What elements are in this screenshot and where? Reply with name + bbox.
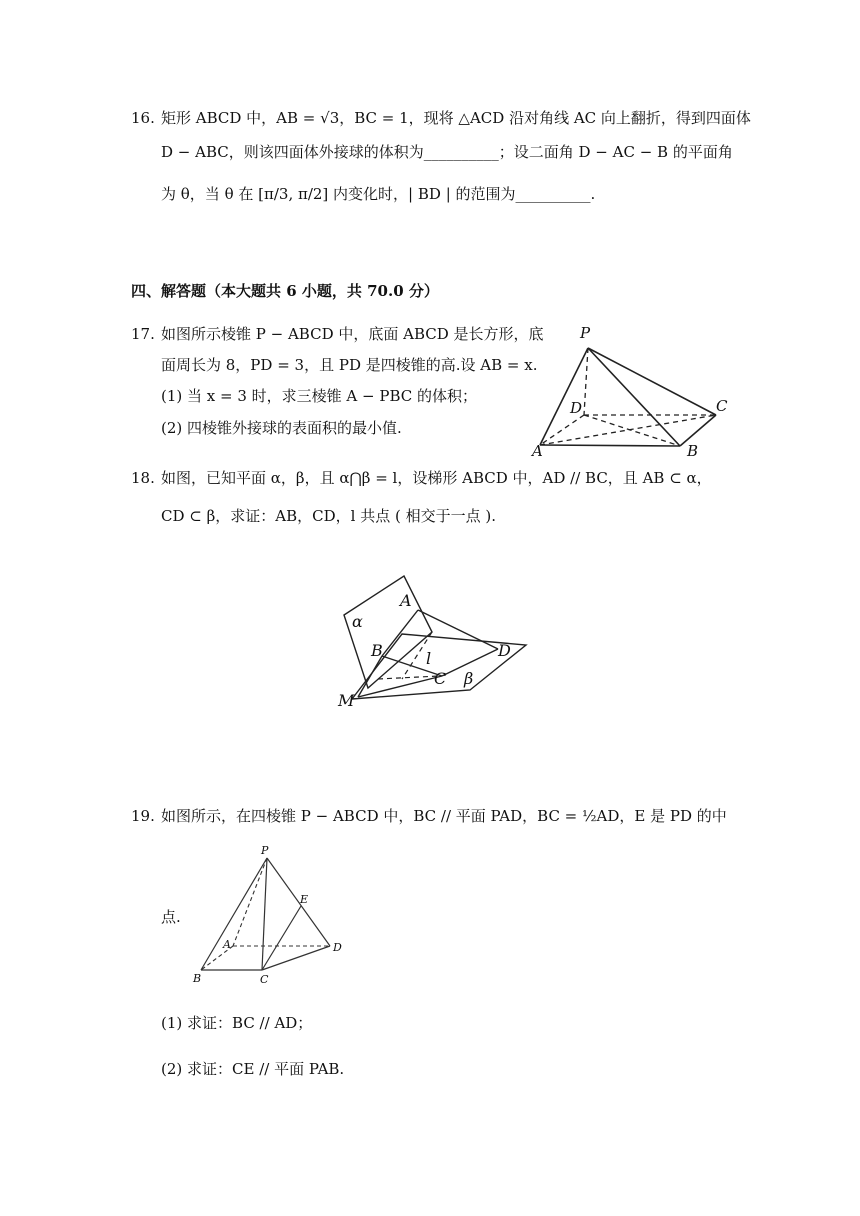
q18-number: 18.	[131, 469, 155, 487]
label-d: D	[498, 641, 511, 660]
label-p: P	[580, 324, 591, 342]
q19-line-1: 如图所示，在四棱锥 P − ABCD 中，BC // 平面 PAD，BC = ½AD，E 是 PD 的中	[161, 807, 727, 825]
segment-bc	[382, 656, 442, 676]
edge-pc	[588, 348, 716, 415]
q19-line-2: 点.	[161, 908, 181, 926]
q18-line-1: 如图，已知平面 α，β，且 α⋂β = l，设梯形 ABCD 中，AD // BC，且 AB ⊂ α，	[161, 469, 712, 487]
label-c: C	[260, 973, 269, 986]
edge-ab	[540, 445, 680, 446]
q17-part-1: (1) 当 x = 3 时，求三棱锥 A − PBC 的体积；	[161, 387, 478, 405]
edge-pd-hidden	[584, 348, 588, 415]
edge-ac-hidden	[540, 415, 716, 445]
edge-ce	[262, 906, 301, 970]
q18-line-2: CD ⊂ β，求证：AB，CD，l 共点 ( 相交于一点 ).	[161, 507, 496, 525]
label-m: M	[338, 691, 355, 710]
label-b: B	[193, 972, 202, 985]
q17-line-2: 面周长为 8，PD = 3，且 PD 是四棱锥的高.设 AB = x.	[161, 356, 538, 374]
q16-line-1: 矩形 ABCD 中，AB = √3，BC = 1，现将 △ACD 沿对角线 AC 向上翻折，得到四面体	[161, 109, 751, 127]
segment-bm	[358, 656, 382, 697]
edge-pa	[540, 348, 588, 445]
edge-cd	[262, 946, 330, 970]
q18-planes-figure	[330, 570, 540, 715]
label-a: A	[532, 442, 543, 460]
q16-line-3: 为 θ，当 θ 在 [π/3, π/2] 内变化时，| BD | 的范围为__________.	[161, 185, 596, 203]
q16-number: 16.	[131, 109, 155, 127]
label-beta: β	[464, 669, 474, 688]
plane-alpha	[344, 576, 432, 688]
edge-pc	[262, 858, 267, 970]
label-c: C	[434, 669, 447, 688]
q17-part-2: (2) 四棱锥外接球的表面积的最小值.	[161, 419, 402, 437]
label-l: l	[426, 649, 432, 668]
q19-part-2: (2) 求证：CE // 平面 PAB.	[161, 1060, 345, 1078]
label-e: E	[300, 893, 309, 906]
section-heading: 四、解答题（本大题共 6 小题，共 70.0 分）	[131, 282, 439, 300]
q17-number: 17.	[131, 325, 155, 343]
edge-pd	[267, 858, 330, 946]
q19-number: 19.	[131, 807, 155, 825]
edge-pa-hidden	[233, 858, 267, 946]
label-a: A	[400, 591, 412, 610]
label-a: A	[223, 938, 231, 951]
label-alpha: α	[352, 612, 363, 631]
q16-line-2: D − ABC，则该四面体外接球的体积为__________；设二面角 D − AC − B 的平面角	[161, 143, 733, 161]
edge-pb	[588, 348, 680, 446]
q19-part-1: (1) 求证：BC // AD；	[161, 1014, 313, 1032]
q17-pyramid-figure	[530, 320, 740, 460]
edge-pb	[201, 858, 267, 970]
label-d: D	[333, 941, 342, 954]
q17-line-1: 如图所示棱锥 P − ABCD 中，底面 ABCD 是长方形，底	[161, 325, 544, 343]
q19-pyramid-figure	[185, 840, 350, 990]
label-b: B	[371, 641, 383, 660]
label-d: D	[570, 399, 583, 417]
label-b: B	[687, 442, 699, 460]
label-p: P	[261, 844, 269, 857]
label-c: C	[716, 397, 728, 415]
